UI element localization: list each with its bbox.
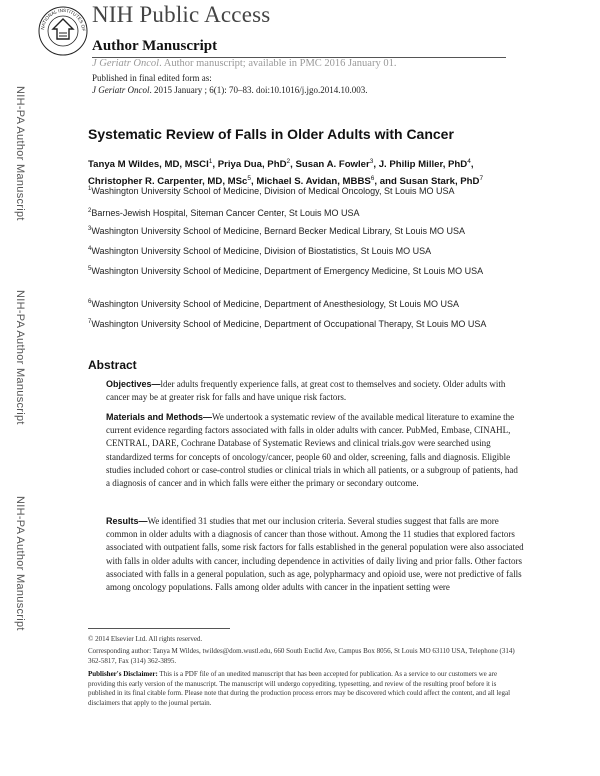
author-name: Tanya M Wildes, MD, MSCI bbox=[88, 159, 209, 171]
author-name: Susan Stark, PhD bbox=[399, 175, 480, 187]
author-affiliation-ref: 2 bbox=[286, 158, 291, 165]
author-name: Michael S. Avidan, MBBS bbox=[256, 175, 371, 187]
affiliation-item bbox=[88, 205, 508, 220]
author-name: Priya Dua, PhD bbox=[217, 159, 287, 171]
author-affiliation-ref: 3 bbox=[369, 158, 374, 165]
header-journal-line bbox=[92, 58, 396, 69]
citation-journal: J Geriatr Oncol bbox=[92, 85, 150, 95]
published-in-label: Published in final edited form as: bbox=[92, 73, 212, 83]
corresponding-author-note: Corresponding author: Tanya M Wildes, twildes@dom.wustl.edu, 660 South Euclid Ave, Campus Box 8056, St Louis MO 63110 USA, Telephone (314) 362-5817, Fax (314) 362-3895. bbox=[88, 647, 515, 665]
results-label: Results— bbox=[106, 516, 148, 526]
journal-availability: . Author manuscript; available in PMC 2016 January 01. bbox=[159, 58, 397, 69]
affiliation-item bbox=[88, 316, 508, 331]
affiliation-text: Washington University School of Medicine, Department of Anesthesiology, St Louis MO USA bbox=[91, 299, 460, 309]
copyright-note: © 2014 Elsevier Ltd. All rights reserved. bbox=[88, 635, 203, 643]
affiliation-text: Washington University School of Medicine, Division of Medical Oncology, St Louis MO USA bbox=[91, 186, 455, 196]
header-subtitle: Author Manuscript bbox=[92, 38, 218, 54]
author-affiliation-ref: 1 bbox=[208, 158, 213, 165]
affiliation-item bbox=[88, 243, 508, 258]
affiliation-item bbox=[88, 263, 508, 278]
article-title: Systematic Review of Falls in Older Adults with Cancer bbox=[88, 126, 454, 142]
affiliation-item bbox=[88, 223, 508, 238]
methods-label: Materials and Methods— bbox=[106, 412, 213, 422]
affiliation-number: 4 bbox=[88, 246, 92, 252]
author-name: Susan A. Fowler bbox=[295, 159, 370, 171]
author-name: Christopher R. Carpenter, MD, MSc bbox=[88, 175, 248, 187]
affiliation-text: Washington University School of Medicine, Bernard Becker Medical Library, St Louis MO USA bbox=[91, 226, 465, 236]
abstract-results bbox=[106, 515, 524, 594]
author-affiliation-ref: 7 bbox=[479, 174, 484, 182]
disclaimer-label: Publisher's Disclaimer: bbox=[88, 670, 158, 678]
disclaimer-text: This is a PDF file of an unedited manuscript that has been accepted for publication. As a service to our customers we are providing this early version of the manuscript. The manuscript will undergo copyediting, typesetting, and review of the resulting proof before it is published in its final citable form. Please note that during the production process errors may be discovered which could affect the content, and all legal disclaimers that apply to the journal pertain. bbox=[88, 670, 511, 707]
author-affiliation-ref: 5 bbox=[247, 174, 252, 182]
publisher-disclaimer bbox=[88, 670, 518, 708]
affiliation-number: 6 bbox=[88, 299, 92, 305]
abstract-methods bbox=[106, 411, 524, 490]
sidebar-label: NIH-PA Author Manuscript bbox=[14, 86, 26, 221]
author-affiliation-ref: 4 bbox=[467, 158, 471, 165]
footnote-divider bbox=[88, 628, 230, 629]
methods-text: We undertook a systematic review of the available medical literature to examine the current evidence regarding factors associated with falls in older adults with cancer. PubMed, Embase, CINAHL, CENTRAL, DARE, Cochrane Database of Systematic Reviews and clinical trials.gov were searched using standardized terms for concepts of oncology/cancer, people 60 and older, screening, falls and diagnosis. Eligible studies included cohort or case-control studies or clinical trials in which all patients, or a subgroup of patients, had a diagnosis of cancer and in which falls were either the primary or secondary outcome. bbox=[106, 412, 518, 489]
results-text: We identified 31 studies that met our inclusion criteria. Several studies suggest that falls are more common in older adults with a diagnosis of cancer than those without. Among the 11 studies that explored factors associated with outpatient falls, some risk factors for falls established in the general population were also associated with falls in older adults with cancer, including dependence in activities of daily living and prior falls. Other factors associated with falls in a general population, such as age, polypharmacy and opioid use, were not predictive of falls among oncology populations. Falls among older adults with cancer in the inpatient setting were bbox=[106, 516, 524, 593]
svg-text:NATIONAL INSTITUTES OF HEALTH: NATIONAL INSTITUTES OF bbox=[40, 7, 87, 32]
abstract-objectives bbox=[106, 378, 524, 404]
affiliation-number: 7 bbox=[88, 319, 92, 325]
affiliation-text: Washington University School of Medicine, Division of Biostatistics, St Louis MO USA bbox=[91, 246, 432, 256]
author-name: J. Philip Miller, PhD bbox=[378, 159, 468, 171]
author-affiliation-ref: 6 bbox=[370, 174, 375, 182]
affiliation-item bbox=[88, 296, 508, 311]
affiliation-item bbox=[88, 183, 508, 198]
abstract-heading: Abstract bbox=[88, 358, 137, 372]
affiliation-text: Washington University School of Medicine, Department of Emergency Medicine, St Louis MO USA bbox=[91, 266, 484, 276]
citation-details: . 2015 January ; 6(1): 70–83. doi:10.1016/j.jgo.2014.10.003. bbox=[149, 85, 368, 95]
affiliation-number: 2 bbox=[88, 208, 92, 214]
journal-name: J Geriatr Oncol bbox=[92, 58, 160, 69]
sidebar-label: NIH-PA Author Manuscript bbox=[14, 290, 26, 425]
objectives-text: lder adults frequently experience falls, at great cost to themselves and society. Older adults with cancer may be at greater risk for falls and have unique risk factors. bbox=[106, 379, 506, 403]
affiliation-text: Barnes-Jewish Hospital, Siteman Cancer Center, St Louis MO USA bbox=[91, 208, 360, 218]
citation-line bbox=[92, 85, 368, 95]
header-title: NIH Public Access bbox=[92, 2, 271, 27]
affiliation-number: 3 bbox=[88, 226, 92, 232]
author-list: Tanya M Wildes, MD, MSCI$^1$, Priya Dua, PhD$^2$, Susan A. Fowler$^3$, J. Philip Miller, PhD$^4$, Christopher R. Carpenter, MD, MSc$^5$, Michael S. Avidan, MBBS$^6$, and Susan Stark, PhD$^7$ bbox=[88, 158, 484, 187]
affiliation-number: 5 bbox=[88, 266, 92, 272]
sidebar-label: NIH-PA Author Manuscript bbox=[14, 496, 26, 631]
objectives-label: Objectives— bbox=[106, 379, 161, 389]
nih-logo bbox=[38, 5, 88, 57]
affiliation-text: Washington University School of Medicine, Department of Occupational Therapy, St Louis MO USA bbox=[91, 319, 487, 329]
affiliation-number: 1 bbox=[88, 186, 92, 192]
